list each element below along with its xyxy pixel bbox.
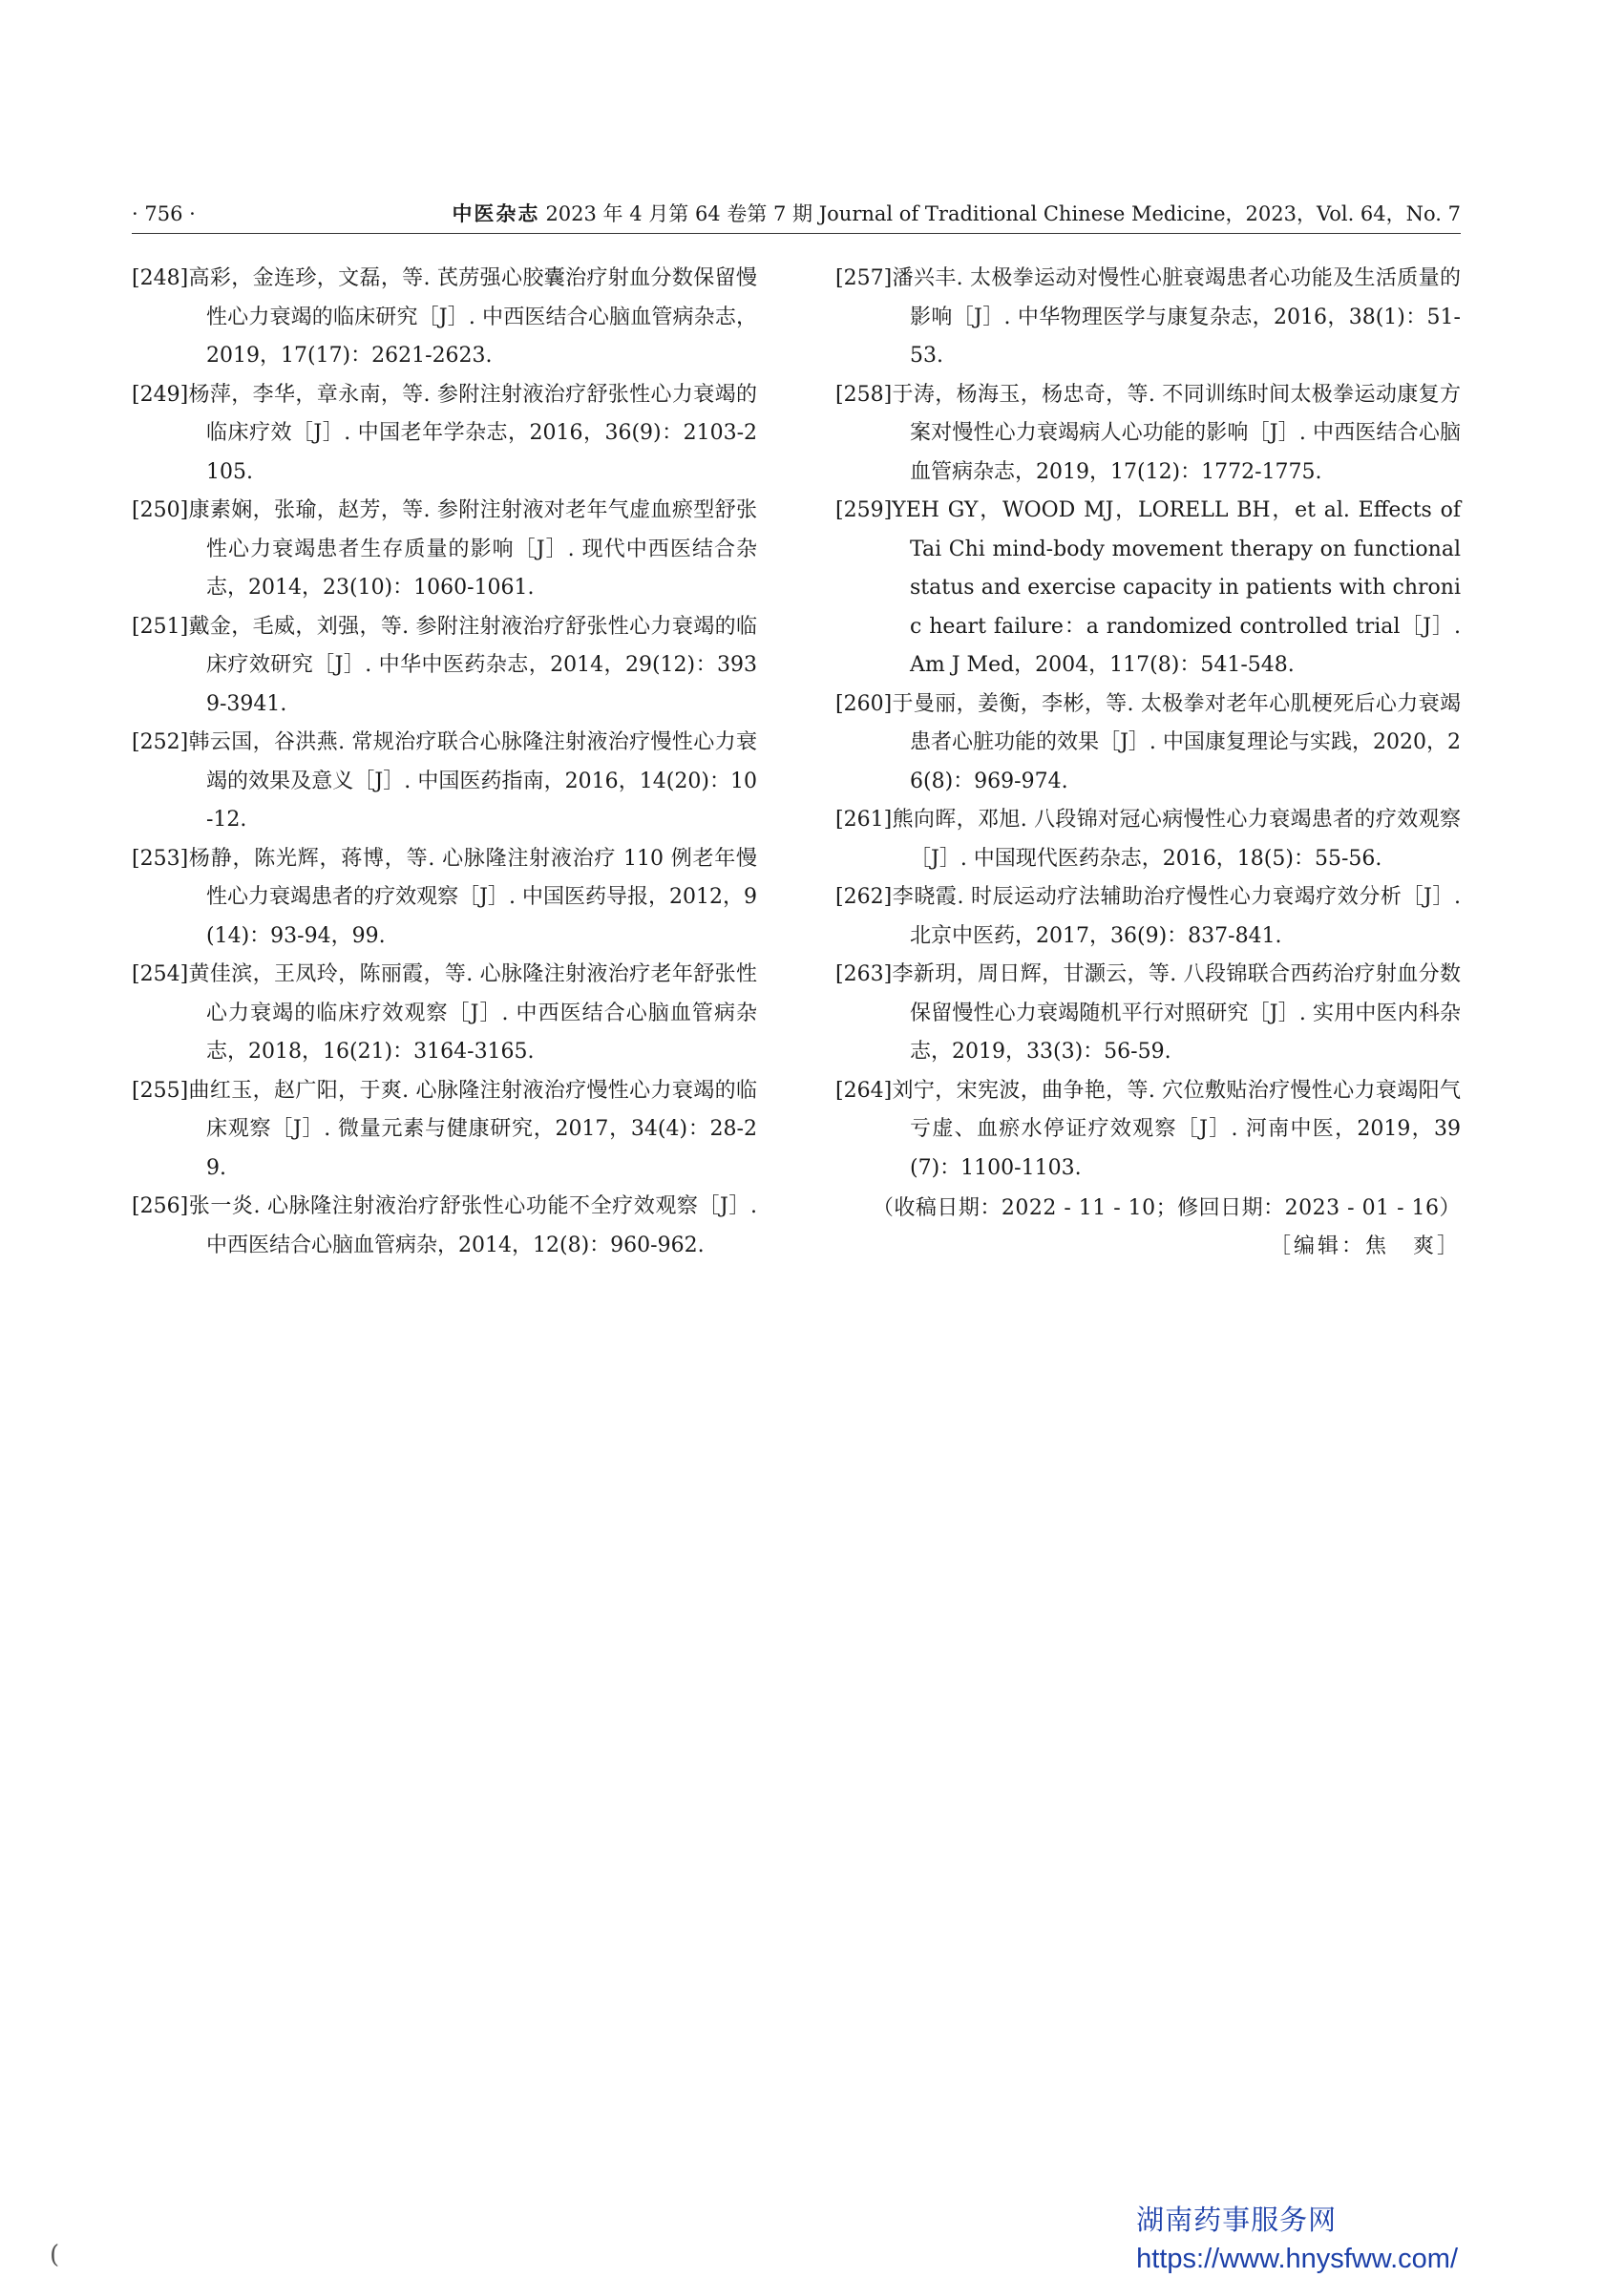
reference-number: [260] xyxy=(835,691,893,716)
reference-number: [251] xyxy=(132,614,189,639)
reference-number: [261] xyxy=(835,808,893,832)
reference-text: 黄佳滨，王凤玲，陈丽霞，等. 心脉隆注射液治疗老年舒张性心力衰竭的临床疗效观察［J］. 中西医结合心脑血管病杂志，2018，16(21)：3164-3165. xyxy=(188,962,757,1064)
reference-item xyxy=(835,492,1461,686)
reference-item xyxy=(835,956,1461,1072)
reference-text: 张一炎. 心脉隆注射液治疗舒张性心功能不全疗效观察［J］. 中西医结合心脑血管病杂，2014，12(8)：960-962. xyxy=(188,1194,757,1257)
site-watermark xyxy=(1136,2202,1458,2278)
reference-text: 韩云国，谷洪燕. 常规治疗联合心脉隆注射液治疗慢性心力衰竭的效果及意义［J］. 中国医药指南，2016，14(20)：10-12. xyxy=(188,730,757,832)
reference-item xyxy=(835,260,1461,376)
reference-text: 曲红玉，赵广阳，于爽. 心脉隆注射液治疗慢性心力衰竭的临床观察［J］. 微量元素与健康研究，2017，34(4)：28-29. xyxy=(188,1078,757,1180)
reference-number: [258] xyxy=(835,382,893,407)
reference-text: 潘兴丰. 太极拳运动对慢性心脏衰竭患者心功能及生活质量的影响［J］. 中华物理医学与康复杂志，2016，38(1)：51-53. xyxy=(892,266,1461,368)
reference-item xyxy=(132,1072,757,1189)
reference-text: 于涛，杨海玉，杨忠奇，等. 不同训练时间太极拳运动康复方案对慢性心力衰竭病人心功能的影响［J］. 中西医结合心脑血管病杂志，2019，17(12)：1772-1775. xyxy=(892,382,1461,484)
reference-item xyxy=(835,1072,1461,1189)
reference-text: 李晓霞. 时辰运动疗法辅助治疗慢性心力衰竭疗效分析［J］. 北京中医药，2017，36(9)：837-841. xyxy=(892,885,1461,948)
reference-number: [255] xyxy=(132,1078,189,1103)
reference-item xyxy=(132,724,757,840)
reference-number: [262] xyxy=(835,885,893,909)
reference-item xyxy=(132,956,757,1072)
reference-number: [249] xyxy=(132,382,189,407)
reference-item xyxy=(132,376,757,493)
reference-item xyxy=(835,686,1461,802)
reference-item xyxy=(835,376,1461,493)
reference-text: 戴金，毛威，刘强，等. 参附注射液治疗舒张性心力衰竭的临床疗效研究［J］. 中华中医药杂志，2014，29(12)：3939-3941. xyxy=(188,614,757,716)
issue-cn: 2023 年 4 月第 64 卷第 7 期 xyxy=(545,202,813,225)
reference-item xyxy=(132,492,757,608)
reference-item xyxy=(132,840,757,957)
reference-number: [259] xyxy=(835,498,893,522)
reference-text: 杨静，陈光辉，蒋博，等. 心脉隆注射液治疗 110 例老年慢性心力衰竭患者的疗效观察［J］. 中国医药导报，2012，9(14)：93-94，99. xyxy=(188,846,757,948)
reference-item xyxy=(835,801,1461,878)
reference-number: [253] xyxy=(132,846,189,871)
reference-item xyxy=(132,1188,757,1265)
reference-number: [252] xyxy=(132,730,189,754)
references-right-column xyxy=(835,260,1461,1266)
issue-en: Journal of Traditional Chinese Medicine，2023，Vol. 64，No. 7 xyxy=(818,202,1461,225)
watermark-site-name: 湖南药事服务网 xyxy=(1136,2205,1338,2236)
reference-text: 刘宁，宋宪波，曲争艳，等. 穴位敷贴治疗慢性心力衰竭阳气亏虚、血瘀水停证疗效观察［J］. 河南中医，2019，39(7)：1100-1103. xyxy=(892,1078,1461,1180)
received-dates: （收稿日期：2022 - 11 - 10；修回日期：2023 - 01 - 16） xyxy=(872,1196,1461,1220)
editor-credit: ［编辑：焦 爽］ xyxy=(1269,1234,1461,1258)
reference-text: 李新玥，周日辉，甘灏云，等. 八段锦联合西药治疗射血分数保留慢性心力衰竭随机平行对照研究［J］. 实用中医内科杂志，2019，33(3)：56-59. xyxy=(892,962,1461,1064)
reference-text: 熊向晖，邓旭. 八段锦对冠心病慢性心力衰竭患者的疗效观察［J］. 中国现代医药杂志，2016，18(5)：55-56. xyxy=(892,808,1461,871)
reference-number: [250] xyxy=(132,498,189,522)
corner-mark: ( xyxy=(50,2241,60,2269)
reference-text: 于曼丽，姜衡，李彬，等. 太极拳对老年心肌梗死后心力衰竭患者心脏功能的效果［J］. 中国康复理论与实践，2020，26(8)：969-974. xyxy=(892,691,1461,793)
reference-text: 康素娴，张瑜，赵芳，等. 参附注射液对老年气虚血瘀型舒张性心力衰竭患者生存质量的影响［J］. 现代中西医结合杂志，2014，23(10)：1060-1061. xyxy=(188,498,757,600)
journal-name-cn: 中医杂志 xyxy=(452,201,540,225)
reference-text: 杨萍，李华，章永南，等. 参附注射液治疗舒张性心力衰竭的临床疗效［J］. 中国老年学杂志，2016，36(9)：2103-2105. xyxy=(188,382,757,484)
reference-item xyxy=(132,260,757,376)
reference-item xyxy=(835,878,1461,956)
reference-number: [256] xyxy=(132,1194,189,1218)
reference-number: [264] xyxy=(835,1078,893,1103)
watermark-url[interactable]: https://www.hnysfww.com/ xyxy=(1136,2244,1458,2274)
reference-number: [263] xyxy=(835,962,893,986)
reference-number: [257] xyxy=(835,266,893,290)
page-number: · 756 · xyxy=(132,202,196,225)
reference-text: 高彩，金连珍，文磊，等. 芪苈强心胶囊治疗射血分数保留慢性心力衰竭的临床研究［J］. 中西医结合心脑血管病杂志，2019，17(17)：2621-2623. xyxy=(188,266,757,368)
reference-item xyxy=(132,608,757,725)
journal-title xyxy=(452,195,1461,233)
reference-text: YEH GY，WOOD MJ，LORELL BH，et al. Effects of Tai Chi mind-body movement therapy on functional status and exercise capacity in patients with chronic heart failure：a randomized controlled trial［J］. Am J Med，2004，117(8)：541-548. xyxy=(892,498,1461,677)
running-header xyxy=(132,195,1461,234)
references-left-column xyxy=(132,260,757,1265)
reference-number: [254] xyxy=(132,962,189,986)
reference-number: [248] xyxy=(132,266,189,290)
